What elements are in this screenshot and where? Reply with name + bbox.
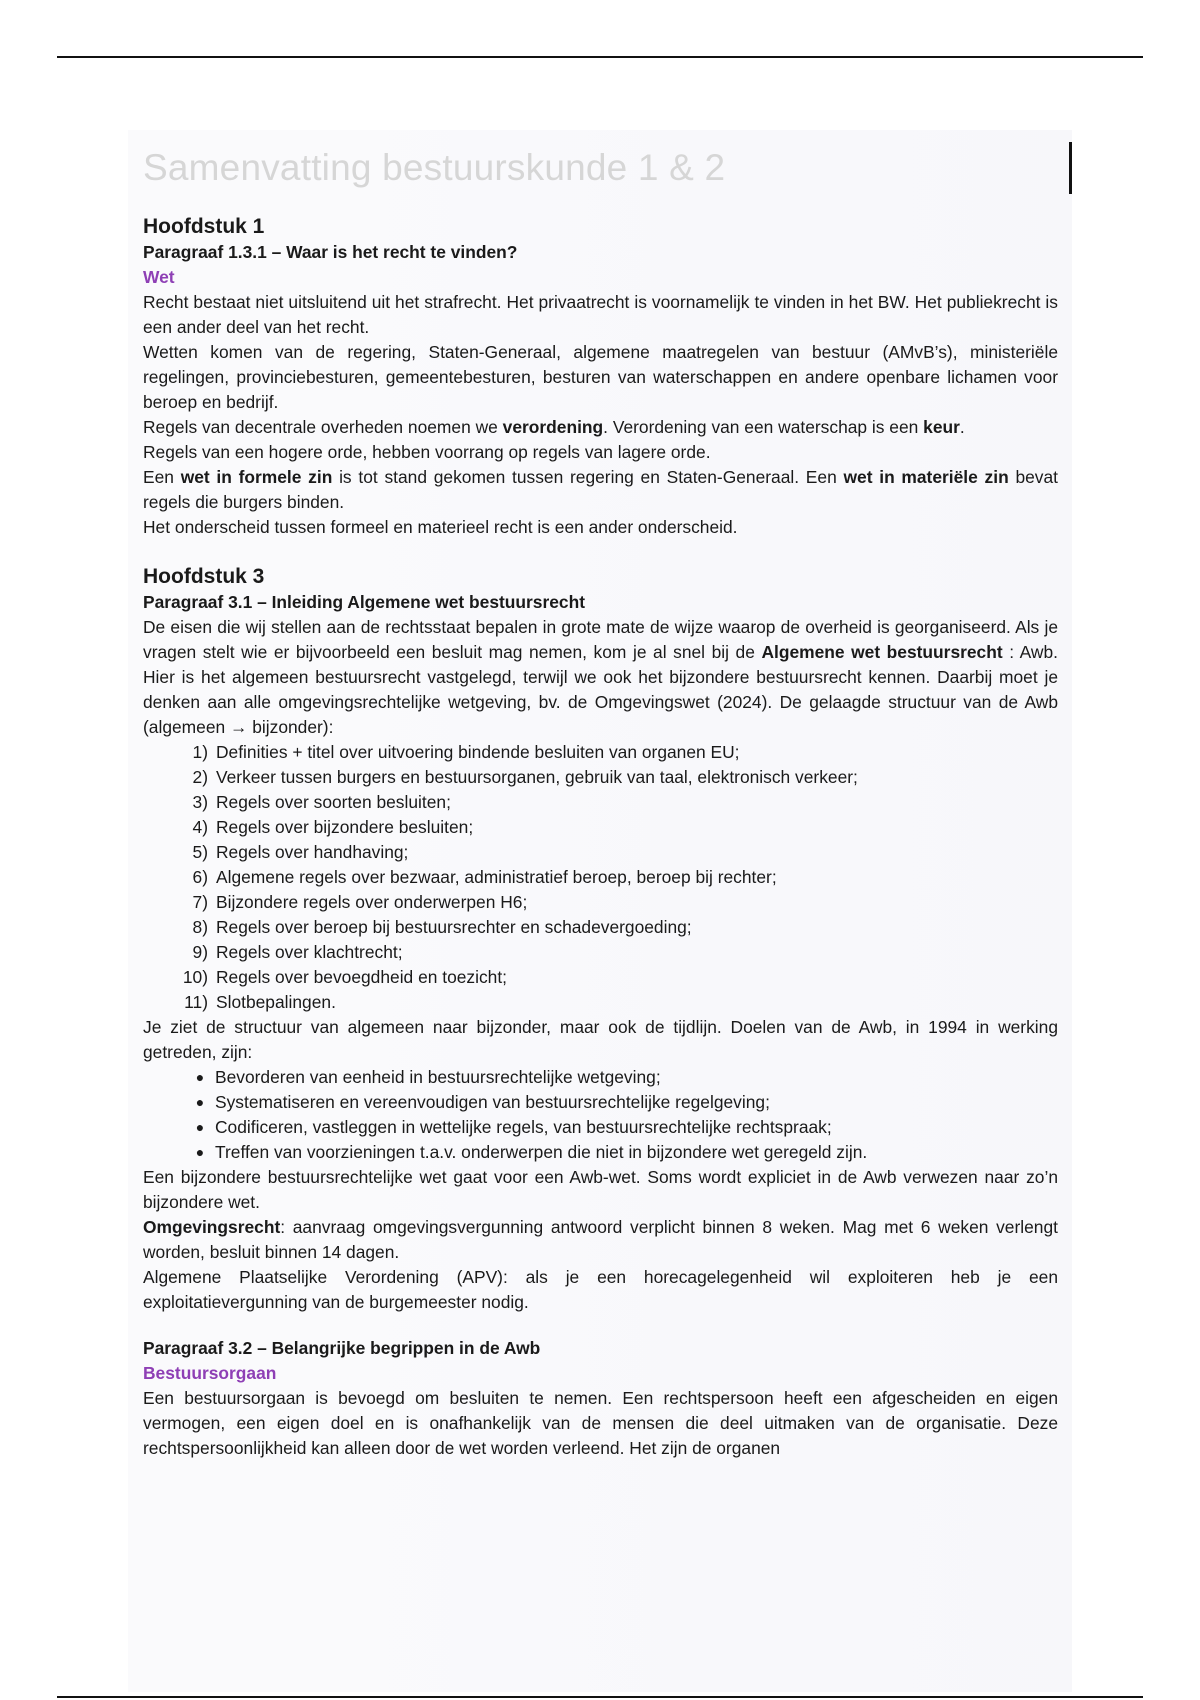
text-run: : Awb. Hier is het algemeen bestuursrecht vastgelegd, terwijl we ook het bijzondere bestuursrecht kennen. Daarbij moet je denken aan alle omgevingsrechtelijke wetgeving, bv. de Omgevingswet (2024). De gelaagde structuur van de Awb (algemeen → bijzonder): [143, 642, 1058, 737]
list-number: 2) [192, 767, 208, 787]
text-cursor [1069, 142, 1072, 194]
list-text: Regels over handhaving; [216, 842, 409, 862]
list-number: 4) [192, 817, 208, 837]
list-item [143, 915, 1058, 940]
text-paragraph: Het onderscheid tussen formeel en materieel recht is een ander onderscheid. [143, 517, 738, 537]
term-keur: keur [923, 417, 960, 437]
text-run: De eisen die wij stellen aan de rechtsstaat bepalen in grote mate de wijze waarop de overheid is georganiseerd. Als je vragen stelt wie er bijvoorbeeld een besluit mag nemen, kom je al snel bij de [143, 617, 1058, 662]
list-text: Systematiseren en vereenvoudigen van bestuursrechtelijke regelgeving; [215, 1092, 770, 1112]
text-paragraph: Een bestuursorgaan is bevoegd om besluiten te nemen. Een rechtspersoon heeft een afgescheiden en eigen vermogen, een eigen doel en is onafhankelijk van de mensen die deel uitmaken van de organisatie. Deze rechtspersoonlijkheid kan alleen door de wet worden verleend. Het zijn de organen [143, 1388, 1058, 1458]
spacer [143, 540, 1058, 564]
paragraph-3-2-heading: Paragraaf 3.2 – Belangrijke begrippen in de Awb [143, 1338, 541, 1358]
list-number: 8) [192, 917, 208, 937]
list-item [143, 940, 1058, 965]
text-run: Regels van decentrale overheden noemen we [143, 417, 503, 437]
bullet-icon: ● [195, 1119, 205, 1135]
text-paragraph: Regels van een hogere orde, hebben voorrang op regels van lagere orde. [143, 442, 711, 462]
document-body [143, 138, 1058, 1461]
text-run: : aanvraag omgevingsvergunning antwoord verplicht binnen 8 weken. Mag met 6 weken verlengt worden, besluit binnen 14 dagen. [143, 1217, 1058, 1262]
bullet-icon: ● [195, 1069, 205, 1085]
awb-structure-list [143, 740, 1058, 1015]
list-text: Regels over beroep bij bestuursrechter en schadevergoeding; [216, 917, 692, 937]
list-text: Treffen van voorzieningen t.a.v. onderwerpen die niet in bijzondere wet geregeld zijn. [215, 1142, 868, 1162]
list-number: 6) [192, 867, 208, 887]
list-number: 1) [192, 742, 208, 762]
bullet-icon: ● [195, 1144, 205, 1160]
text-paragraph: Recht bestaat niet uitsluitend uit het strafrecht. Het privaatrecht is voornamelijk te vinden in het BW. Het publiekrecht is een ander deel van het recht. [143, 292, 1058, 337]
text-paragraph [143, 465, 1058, 515]
list-item [143, 965, 1058, 990]
awb-goals-list [143, 1065, 1058, 1165]
list-text: Regels over soorten besluiten; [216, 792, 451, 812]
text-paragraph: Je ziet de structuur van algemeen naar bijzonder, maar ook de tijdlijn. Doelen van de Awb, in 1994 in werking getreden, zijn: [143, 1017, 1058, 1062]
list-number: 3) [192, 792, 208, 812]
term-verordening: verordening [502, 417, 604, 437]
list-number: 9) [192, 942, 208, 962]
text-paragraph [143, 615, 1058, 740]
term-omgevingsrecht: Omgevingsrecht [143, 1217, 281, 1237]
text-paragraph: Een bijzondere bestuursrechtelijke wet gaat voor een Awb-wet. Soms wordt expliciet in de Awb verwezen naar zo’n bijzondere wet. [143, 1167, 1058, 1212]
list-number: 11) [184, 992, 208, 1012]
text-run: . [959, 417, 965, 437]
list-item [143, 765, 1058, 790]
bottom-rule [57, 1696, 1143, 1698]
list-text: Regels over klachtrecht; [216, 942, 403, 962]
text-paragraph [143, 415, 1058, 440]
paragraph-1-3-1-heading: Paragraaf 1.3.1 – Waar is het recht te vinden? [143, 242, 518, 262]
term-awb: Algemene wet bestuursrecht [761, 642, 1003, 662]
text-paragraph [143, 1215, 1058, 1265]
text-run: bevat regels die burgers binden. [143, 467, 1058, 512]
text-run: Een [143, 467, 181, 487]
paragraph-3-1-heading: Paragraaf 3.1 – Inleiding Algemene wet bestuursrecht [143, 592, 585, 612]
list-item [143, 865, 1058, 890]
list-number: 5) [192, 842, 208, 862]
text-paragraph: Algemene Plaatselijke Verordening (APV): als je een horecagelegenheid wil exploiteren heb je een exploitatievergunning van de burgemeester nodig. [143, 1267, 1058, 1312]
list-item [143, 1140, 1058, 1165]
list-text: Bijzondere regels over onderwerpen H6; [216, 892, 528, 912]
list-text: Codificeren, vastleggen in wettelijke regels, van bestuursrechtelijke rechtspraak; [215, 1117, 832, 1137]
list-item [143, 990, 1058, 1015]
term-materiele-zin: wet in materiële zin [843, 467, 1009, 487]
list-item [143, 815, 1058, 840]
list-item [143, 1065, 1058, 1090]
term-formele-zin: wet in formele zin [180, 467, 333, 487]
list-item [143, 840, 1058, 865]
list-text: Verkeer tussen burgers en bestuursorganen, gebruik van taal, elektronisch verkeer; [216, 767, 858, 787]
list-text: Regels over bevoegdheid en toezicht; [216, 967, 508, 987]
list-item [143, 890, 1058, 915]
list-text: Regels over bijzondere besluiten; [216, 817, 474, 837]
list-item [143, 740, 1058, 765]
text-paragraph: Wetten komen van de regering, Staten-Generaal, algemene maatregelen van bestuur (AMvB’s), ministeriële regelingen, provinciebesturen, gemeentebesturen, besturen van waterschappen en andere openbare lichamen voor beroep en bedrijf. [143, 342, 1058, 412]
list-text: Slotbepalingen. [216, 992, 336, 1012]
spacer [143, 1315, 1058, 1336]
list-text: Definities + titel over uitvoering bindende besluiten van organen EU; [216, 742, 740, 762]
list-item [143, 790, 1058, 815]
subheading-wet: Wet [143, 267, 175, 287]
list-number: 10) [182, 967, 208, 987]
chapter-1-heading: Hoofdstuk 1 [143, 215, 265, 238]
list-item [143, 1090, 1058, 1115]
list-number: 7) [192, 892, 208, 912]
text-run: . Verordening van een waterschap is een [603, 417, 924, 437]
document-title: Samenvatting bestuurskunde 1 & 2 [143, 147, 726, 188]
text-run: is tot stand gekomen tussen regering en Staten-Generaal. Een [332, 467, 844, 487]
list-text: Bevorderen van eenheid in bestuursrechtelijke wetgeving; [215, 1067, 661, 1087]
bullet-icon: ● [195, 1094, 205, 1110]
top-rule [57, 56, 1143, 58]
list-text: Algemene regels over bezwaar, administratief beroep, beroep bij rechter; [216, 867, 777, 887]
chapter-3-heading: Hoofdstuk 3 [143, 565, 265, 588]
list-item [143, 1115, 1058, 1140]
subheading-bestuursorgaan: Bestuursorgaan [143, 1363, 277, 1383]
